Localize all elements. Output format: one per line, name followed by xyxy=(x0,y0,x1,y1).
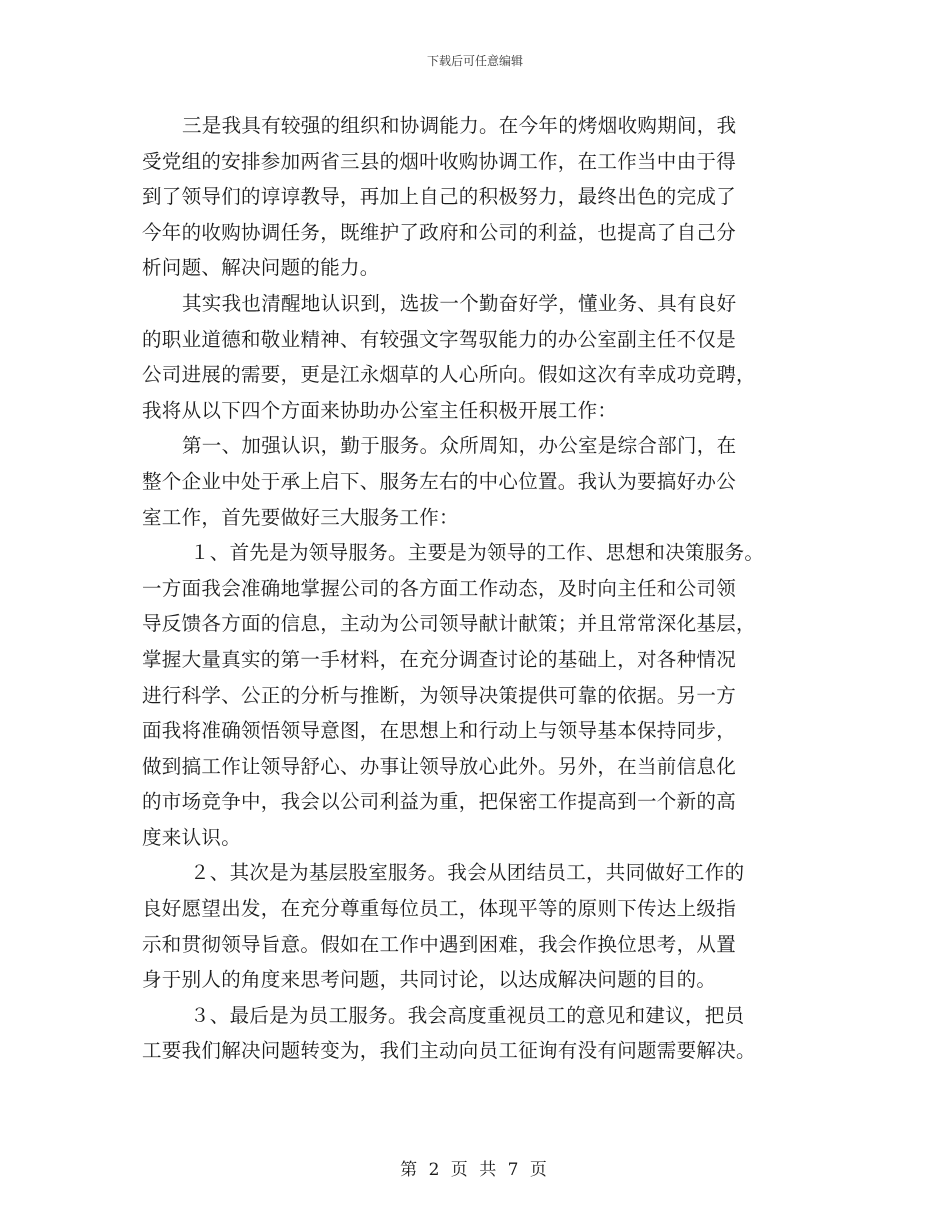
text-line: 三是我具有较强的组织和协调能力。在今年的烤烟收购期间，我 xyxy=(182,114,737,137)
document-body xyxy=(142,108,810,1069)
text-line: 面我将准确领悟领导意图，在思想上和行动上与领导基本保持同步， xyxy=(142,719,737,743)
text-line: 示和贯彻领导旨意。假如在工作中遇到困难，我会作换位思考，从置 xyxy=(142,932,737,956)
text-line: ３、最后是为员工服务。我会高度重视员工的意见和建议，把员 xyxy=(190,1003,745,1027)
text-line: 今年的收购协调任务，既维护了政府和公司的利益，也提高了自己分 xyxy=(142,220,737,244)
text-line: 良好愿望出发，在充分尊重每位员工，体现平等的原则下传达上级指 xyxy=(142,897,737,921)
text-line: 的职业道德和敬业精神、有较强文字驾驭能力的办公室副主任不仅是 xyxy=(142,327,737,351)
text-line: 其实我也清醒地认识到，选拔一个勤奋好学，懂业务、具有良好 xyxy=(182,291,737,315)
text-line: 身于别人的角度来思考问题，共同讨论，以达成解决问题的目的。 xyxy=(142,968,717,992)
text-line: 室工作，首先要做好三大服务工作： xyxy=(142,505,459,529)
text-line: 工要我们解决问题转变为，我们主动向员工征询有没有问题需要解决。 xyxy=(142,1039,756,1063)
text-line: 析问题、解决问题的能力。 xyxy=(142,256,380,280)
text-line: 做到搞工作让领导舒心、办事让领导放心此外。另外，在当前信息化 xyxy=(142,754,737,778)
page-header: 下载后可任意编辑 xyxy=(426,54,523,68)
text-line: 度来认识。 xyxy=(142,825,242,849)
text-line: 我将从以下四个方面来协助办公室主任积极开展工作： xyxy=(142,398,618,422)
text-line: 公司进展的需要，更是江永烟草的人心所向。假如这次有幸成功竞聘， xyxy=(142,363,756,387)
text-line: 受党组的安排参加两省三县的烟叶收购协调工作，在工作当中由于得 xyxy=(142,149,737,173)
text-line: 到了领导们的谆谆教导，再加上自己的积极努力，最终出色的完成了 xyxy=(142,185,737,209)
text-line: 进行科学、公正的分析与推断，为领导决策提供可靠的依据。另一方 xyxy=(142,683,737,707)
text-line: 一方面我会准确地掌握公司的各方面工作动态，及时向主任和公司领 xyxy=(142,576,737,600)
text-line: １、首先是为领导服务。主要是为领导的工作、思想和决策服务。 xyxy=(190,541,765,565)
text-line: 整个企业中处于承上启下、服务左右的中心位置。我认为要搞好办公 xyxy=(142,469,737,493)
page-footer: 第 2 页 共 7 页 xyxy=(400,1160,550,1180)
text-line: 第一、加强认识，勤于服务。众所周知，办公室是综合部门，在 xyxy=(182,434,737,458)
text-line: ２、其次是为基层股室服务。我会从团结员工，共同做好工作的 xyxy=(190,861,745,885)
text-line: 掌握大量真实的第一手材料，在充分调查讨论的基础上，对各种情况 xyxy=(142,647,737,671)
text-line: 导反馈各方面的信息，主动为公司领导献计献策；并且常常深化基层， xyxy=(142,612,756,636)
text-line: 的市场竞争中，我会以公司利益为重，把保密工作提高到一个新的高 xyxy=(142,790,737,814)
